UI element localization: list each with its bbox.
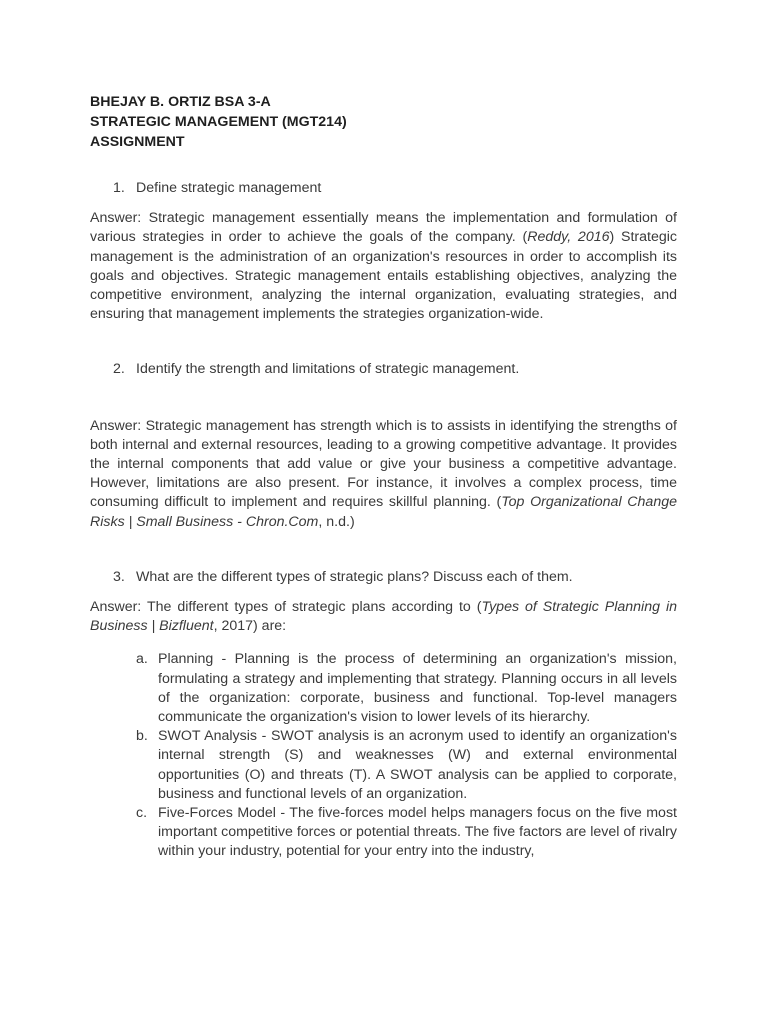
answer-3-text-b: , 2017) are: [213,618,287,635]
question-3 [113,568,677,587]
answer-1-text-a: Answer: Strategic management essentially means the implementation and formulation of various strategies in order to achieve the goals of the company. ( [90,210,677,246]
answer-1-text-b: ) Strategic management is the administration of an organization's resources in order to accomplish its goals and objectives. Strategic management entails establishing objectives, analyzing the competitive environment, analyzing the internal organization, evaluating strategies, and ensuring that management implements the strategies organization-wide. [90,229,678,323]
answer-2-text-a: Answer: Strategic management has strength which is to assists in identifying the strengths of both internal and external resources, leading to a growing competitive advantage. It provides the internal components that add value or give your business a competitive advantage. However, limitations are also present. For instance, it involves a complex process, time consuming difficult to implement and requires skillful planning. ( [90,417,677,511]
question-1-number: 1. [113,180,125,196]
list-item [136,804,677,862]
answer-1 [90,209,677,324]
question-1-text: Define strategic management [136,180,322,196]
answer-2 [90,417,677,532]
document-header [90,92,677,152]
list-item-text: Five-Forces Model - The five-forces model helps managers focus on the five most important competitive forces or potential threats. The five factors are level of rivalry within your industry, potential for your entry into the industry, [158,805,677,860]
list-item-text: SWOT Analysis - SWOT analysis is an acronym used to identify an organization's internal strength (S) and weaknesses (W) and external environmental opportunities (O) and threats (T). A SWOT analysis can be applied to corporate, business and functional levels of an organization. [158,728,677,802]
document-page [90,92,677,862]
list-item [136,650,677,727]
question-3-number: 3. [113,568,125,585]
question-2 [113,360,677,379]
answer-1-citation: Reddy, 2016 [527,229,610,246]
answer-3 [90,598,677,636]
answer-2-text-b: , n.d.) [318,513,355,530]
question-1 [113,179,677,198]
strategic-plan-list [136,650,677,861]
question-3-text: What are the different types of strategic plans? Discuss each of them. [136,568,573,585]
question-2-number: 2. [113,361,125,378]
course-line: STRATEGIC MANAGEMENT (MGT214) [90,114,347,130]
list-item-letter: c. [136,805,148,822]
answer-2-citation: Top Organizational Change Risks | Small Business - Chron.Com [90,494,677,530]
list-item-text: Planning - Planning is the process of determining an organization's mission, formulating a strategy and implementing that strategy. Planning occurs in all levels of the organization: corporate, business and functional. Top-level managers communicate the organization's vision to lower levels of its hierarchy. [158,651,677,726]
answer-3-citation: Types of Strategic Planning in Business | Bizfluent [90,599,677,635]
list-item [136,727,677,804]
list-item-letter: b. [136,728,148,745]
author-line: BHEJAY B. ORTIZ BSA 3-A [90,94,271,110]
question-2-text: Identify the strength and limitations of strategic management. [136,361,520,378]
list-item-letter: a. [136,651,148,668]
answer-3-text-a: Answer: The different types of strategic plans according to ( [90,599,482,616]
assignment-title: ASSIGNMENT [90,134,185,150]
